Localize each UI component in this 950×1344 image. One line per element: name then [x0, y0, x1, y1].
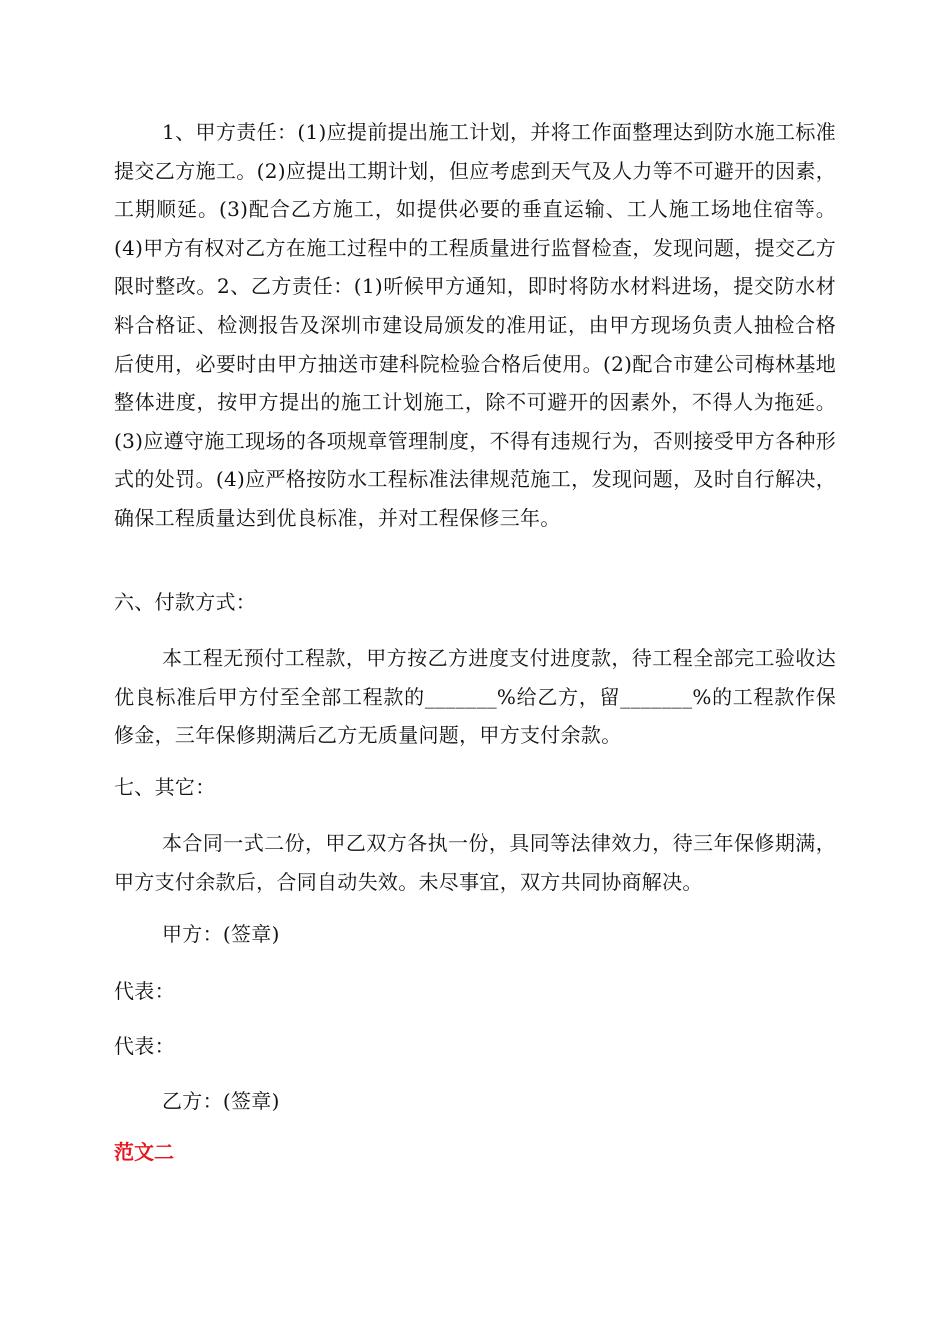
responsibilities-paragraph: 1、甲方责任：(1)应提前提出施工计划，并将工作面整理达到防水施工标准提交乙方施工。(2)应提出工期计划，但应考虑到天气及人力等不可避开的因素，工期顺延。(3)配合乙方施工，如提供必要的垂直运输、工人施工场地住宿等。(4)甲方有权对乙方在施工过程中的工程质量进行监督检查，发现问题，提交乙方限时整改。2、乙方责任：(1)听候甲方通知，即时将防水材料进场，提交防水材料合格证、检测报告及深圳市建设局颁发的准用证，由甲方现场负责人抽检合格后使用，必要时由甲方抽送市建科院检验合格后使用。(2)配合市建公司梅林基地整体进度，按甲方提出的施工计划施工，除不可避开的因素外，不得人为拖延。(3)应遵守施工现场的各项规章管理制度，不得有违规行为，否则接受甲方各种形式的处罚。(4)应严格按防水工程标准法律规范施工，发现问题，及时自行解决，确保工程质量达到优良标准，并对工程保修三年。 — [114, 120, 836, 530]
party-a-signature: 甲方：(签章) — [162, 922, 280, 946]
other-heading: 七、其它： — [114, 775, 216, 799]
other-paragraph: 本合同一式二份，甲乙双方各执一份，具同等法律效力，待三年保修期满，甲方支付余款后，合同自动失效。未尽事宜，双方共同协商解决。 — [114, 831, 836, 894]
party-b-signature: 乙方：(签章) — [162, 1089, 280, 1113]
representative-line-1: 代表： — [114, 979, 175, 1003]
payment-paragraph: 本工程无预付工程款，甲方按乙方进度支付进度款，待工程全部完工验收达优良标准后甲方付至全部工程款的_______%给乙方，留_______%的工程款作保修金，三年保修期满后乙方无质量问题，甲方支付余款。 — [114, 646, 836, 748]
payment-heading: 六、付款方式： — [114, 590, 257, 614]
representative-line-2: 代表： — [114, 1034, 175, 1058]
section-title: 范文二 — [114, 1140, 174, 1164]
